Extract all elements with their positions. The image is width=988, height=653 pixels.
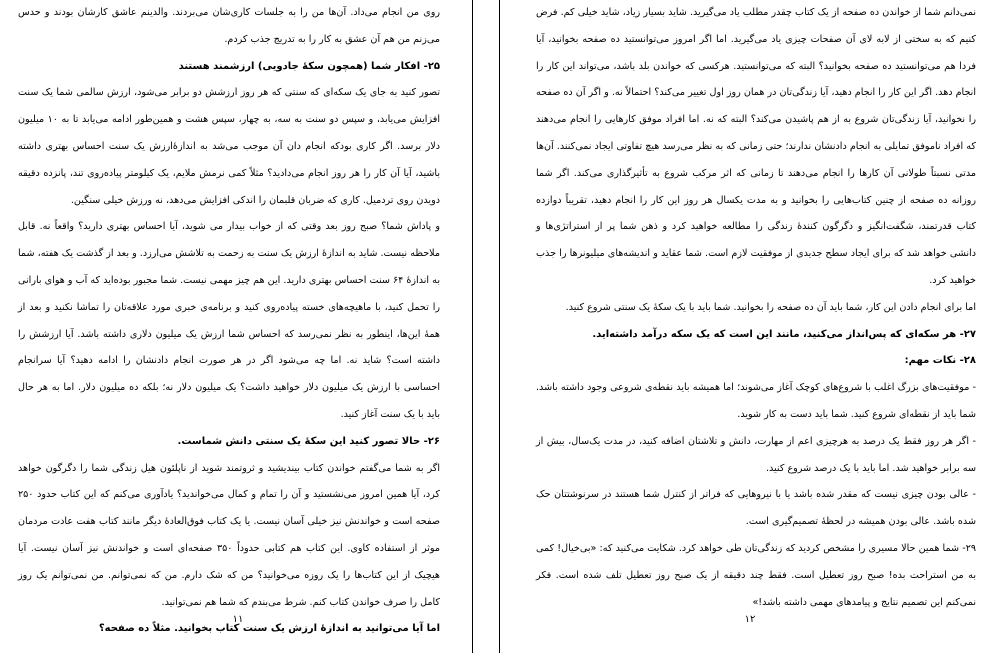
paragraph: تصور کنید به جای یک سکه‌ای که سنتی که هر روز ارزشش دو برابر می‌شود، ارزش سالمی شما یک سنت افزایش می‌یابد، و سپس دو سنت به سه، به چهار، سپس هشت و همین‌طور ادامه می‌یابد تا به ۱۰ میلیون دلار برسد. اگر کاری بودکه انجام دان آن موجب می‌شد به اندازۀارزش یک سنت احساس بهتری داشته باشید، آیا آن کار را هر روز انجام می‌دادید؟ مثلاً کمی نرمش ملایم، یک کیلومتر پیاده‌روی تند، پانزده دقیقه دویدن روی تردمیل. کاری که ضربان قلبمان را اندکی افزایش می‌دهد، نه ورزش خیلی سنگین. bbox=[18, 87, 441, 206]
left-book-page bbox=[0, 0, 472, 653]
bullet-paragraph: - اگر هر روز فقط یک درصد به هرچیزی اعم از مهارت، دانش و تلاشتان اضافه کنید، در مدت یک‌سال، بیش از سه برابر خواهید شد. اما باید با یک درصد شروع کنید. bbox=[536, 435, 976, 474]
bullet-paragraph: - موفقیت‌های بزرگ اغلب با شروع‌های کوچک آغاز می‌شوند؛ اما همیشه باید نقطه‌ی شروعی وجود داشته باشد. شما باید از نقطه‌ای شروع کنید. شما باید دست به کار شوید. bbox=[536, 382, 976, 420]
section-heading: ۲۸- نکات مهم: bbox=[904, 355, 976, 367]
paragraph: اگر به شما می‌گفتم خواندن کتاب بیندیشید و ثروتمند شوید از ناپلئون هیل زندگی شما را دگرگون خواهد کرد، آیا همین امروز می‌نشستید و آن را تمام و کمال می‌خواندید؟ یادآوری می‌کنم که این کتاب حدود ۲۵۰ صفحه است و خواندنش نیز خیلی آسان نیست. یا یک کتاب فوق‌العادۀ دیگر مانند کتاب هفت عادت مردمان موثر از استفاده کاوی. این کتاب هم کتابی حدوداً ۳۵۰ صفحه‌ای است و خواندنش نیز آسان نیست. آیا هیچیک از این کتاب‌ها را یک روزه می‌خوانید؟ من که شک دارم. من که نمی‌توانم. من نمی‌توانم یک روز کامل را صرف خواندن کتاب کنم. شرط می‌بندم که شما هم نمی‌توانید. bbox=[18, 462, 440, 608]
bullet-paragraph: - عالی بودن چیزی نیست که مقدر شده باشد یا با نیروهایی که فراتر از کنترل شما هستند در سرنوشتتان حک شده باشد. عالی بودن همیشه در لحظۀ تصمیم‌گیری است. bbox=[536, 489, 976, 528]
section-heading: ۲۶- حالا تصور کنید این سکۀ یک سنتی دانش شماست. bbox=[177, 435, 440, 447]
left-page-body bbox=[18, 0, 440, 643]
paragraph: روی من انجام می‌داد. آن‌ها من را به جلسات کاری‌شان می‌بردند. والدینم عاشق کارشان بودند و حدس می‌زنم من هم آن عشق به کار را به تدریج جذب کردم. bbox=[18, 7, 440, 45]
section-heading: ۲۵- افکار شما (همچون سکۀ جادویی) ارزشمند هستند bbox=[178, 60, 440, 72]
right-book-page bbox=[500, 0, 988, 653]
page-gutter bbox=[472, 0, 500, 653]
right-page-body bbox=[536, 0, 976, 616]
section-heading: اما آیا می‌توانید به اندازۀ ارزش یک سنت کتاب بخوانید. مثلاً ده صفحه؟ bbox=[98, 623, 440, 635]
paragraph: نمی‌دانم شما از خواندن ده صفحه از یک کتاب چقدر مطلب یاد می‌گیرید. شاید بسیار زیاد، شاید خیلی کم. فرض کنیم که به سختی از لابه لای آن صفحات چیزی یاد می‌گیرید. اما اگر امروز می‌توانستید ده صفحه بخوانید، آیا فردا هم می‌توانستید ده صفحه بخوانید؟ البته که می‌توانستید. هرکسی که خواندن بلد باشد، می‌تواند این کار را انجام دهد. اگر این کار را انجام دهید، آیا زندگی‌تان در همان روز اول تغییر می‌کند؟ احتمالاً نه. و اگر آن ده صفحه را نخوانید، آیا زندگی‌تان شروع به از هم پاشیدن می‌کند؟ البته که نه. اما افراد موفق کارهایی را انجام می‌دهند که افراد ناموفق تمایلی به انجام دادنشان ندارند؛ حتی زمانی که به نظر می‌رسد هیچ تفاوتی ایجاد نمی‌کنند. آن‌ها مدتی نسبتاً طولانی آن کارها را انجام می‌دهند تا زمانی که اثر مرکب شروع به تأثیرگذاری می‌کند. اگر شما روزانه ده صفحه از چنین کتاب‌هایی را بخوانید و به مدت یکسال هر روز این کار را انجام دهید، تقریباً دوازده کتاب قدرتمند، شگفت‌انگیز و دگرگون کنندۀ زندگی را مطالعه خواهید کرد و ذهن شما پر از استراتژی‌ها و دانشی خواهد شد که برای ایجاد سطح جدیدی از موفقیت لازم است. شما عقاید و اندیشه‌های میلیونرها را جذب خواهید کرد. bbox=[536, 7, 976, 286]
paragraph: و پاداش شما؟ صبح روز بعد وقتی که از خواب بیدار می شوید، آیا احساس بهتری دارید؟ واقعاً نه. قابل ملاحظه نیست. شاید به اندازۀ ارزش یک سنت به زحمت به تلاشش می‌ارزد. و بعد از گذشت یک هفته، شما به اندازۀ ۶۴ سنت احساس بهتری دارید. این هم چیز مهمی نیست. شما مجبور بوده‌اید که آب و هوای بارانی را تحمل کنید، با ماهیچه‌های خسته پیاده‌روی کنید و برنامه‌ی خبری مورد علاقه‌تان را تماشا نکنید و بعد از همۀ این‌ها، اینطور به نظر نمی‌رسد که احساس شما ارزش یک میلیون دلاری داشته باشد. آیا ارزشش را داشته است؟ شاید نه. اما چه می‌شود اگر در هر صورت انجام دادنشان را ادامه دهید؟ آیا سرانجام احساسی با ارزش یک میلیون دلار خواهید داشت؟ یک میلیون دلار نه؛ بلکه ده میلیون دلار. اما به هر حال باید با یک سنت آغاز کنید. bbox=[18, 221, 440, 420]
paragraph: اما برای انجام دادن این کار، شما باید آن ده صفحه را بخوانید. شما باید با یک سکۀ یک سنتی شروع کنید. bbox=[565, 301, 976, 313]
paragraph: ۲۹- شما همین حالا مسیری را مشخص کردید که زندگی‌تان طی خواهد کرد. شکایت می‌کنید که: «بی‌خیال! کمی به من استراحت بده! صبح روز تعطیل است. فقط چند دقیقه از یک صبح روز تعطیل تلف شده است. فکر نمی‌کنم این تصمیم نتایج و پیامدهای مهمی داشته باشد!» bbox=[536, 542, 976, 608]
page-number: ۱۱ bbox=[232, 614, 244, 625]
section-heading: ۲۷- هر سکه‌ای که پس‌انداز می‌کنید، مانند این است که یک سکه درآمد داشته‌اید. bbox=[592, 328, 976, 340]
page-number: ۱۲ bbox=[744, 614, 756, 625]
